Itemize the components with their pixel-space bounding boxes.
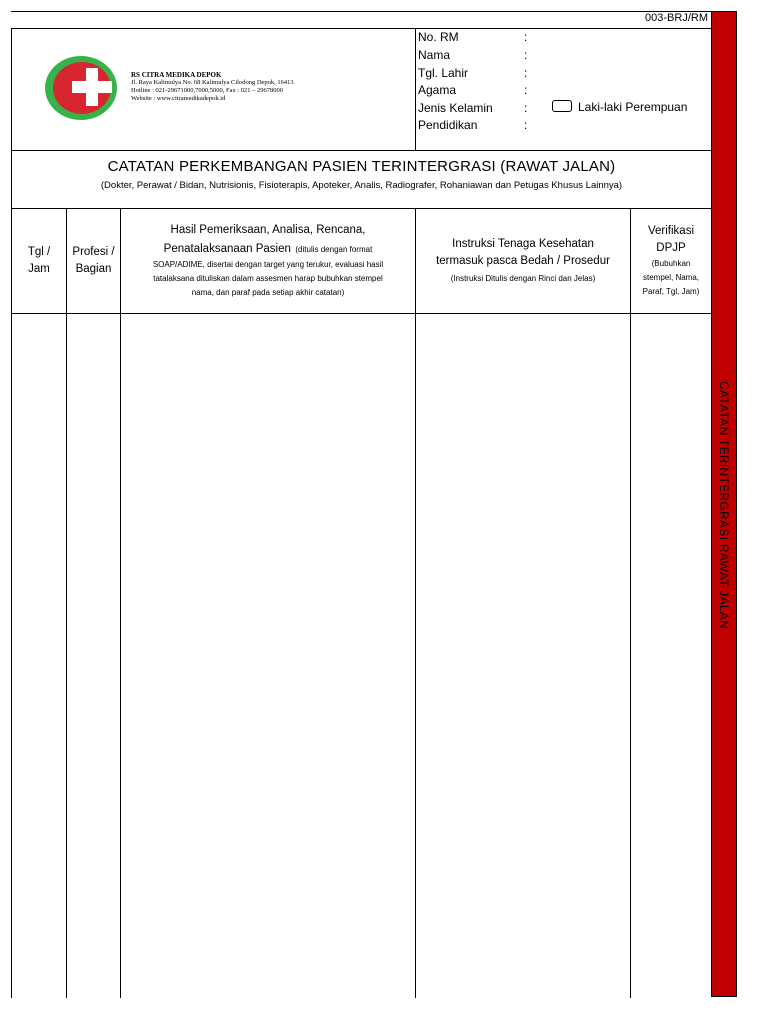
colon: : xyxy=(524,83,528,97)
field-nama: Nama xyxy=(418,48,451,62)
field-tgl-lahir: Tgl. Lahir xyxy=(418,66,469,80)
gender-checkbox[interactable] xyxy=(552,100,572,112)
field-no-rm: No. RM xyxy=(418,30,459,44)
col-header-tgl: Tgl / Jam xyxy=(27,246,51,275)
cross-icon-bar xyxy=(72,81,112,93)
header-divider xyxy=(11,150,711,151)
field-agama: Agama xyxy=(418,83,457,97)
col-divider-3 xyxy=(415,208,416,998)
hospital-hotline: Hotline : 021-29671000,7000,5000, Fax : 021 – 29678000 xyxy=(131,87,284,94)
colon: : xyxy=(524,30,528,44)
hospital-name: RS CITRA MEDIKA DEPOK xyxy=(131,71,222,79)
colon: : xyxy=(524,101,528,115)
field-jenis-kelamin: Jenis Kelamin xyxy=(418,101,493,115)
col-header-hasil: Hasil Pemeriksaan, Analisa, Rencana, Penatalaksanaan Pasien (ditulis dengan format SOAP/ADIME, disertai dengan target yang terukur, evaluasi hasil tatalaksana dituliskan dalam assesmen harap bubuhkan stempel nama, dan paraf pada setiap akhir catatan) xyxy=(152,224,384,297)
form-title: CATATAN PERKEMBANGAN PASIEN TERINTERGRASI (RAWAT JALAN) xyxy=(107,158,616,175)
col-divider-1 xyxy=(66,208,67,998)
code-row-divider xyxy=(11,28,711,29)
gender-options: Laki-laki Perempuan xyxy=(578,100,688,114)
form-code: 003-BRJ/RM xyxy=(645,12,708,24)
colon: : xyxy=(524,66,528,80)
side-label: CATATAN TERINTERGRASI RAWAT JALAN xyxy=(717,380,731,630)
table-header-divider xyxy=(11,313,711,314)
col-divider-2 xyxy=(120,208,121,998)
col-header-verifikasi: Verifikasi DPJP (Bubuhkan stempel, Nama, Paraf, Tgl, Jam) xyxy=(642,225,700,296)
col-header-profesi: Profesi / Bagian xyxy=(72,246,115,275)
col-divider-4 xyxy=(630,208,631,998)
frame-left xyxy=(11,28,12,998)
hospital-info xyxy=(131,71,294,103)
field-pendidikan: Pendidikan xyxy=(418,118,478,132)
colon: : xyxy=(524,48,528,62)
hospital-website: Website : www.citramedikadepok.id xyxy=(131,95,226,102)
colon: : xyxy=(524,118,528,132)
patient-info-divider xyxy=(415,28,416,150)
form-subtitle: (Dokter, Perawat / Bidan, Nutrisionis, Fisioterapis, Apoteker, Analis, Radiografer, Rohaniawan dan Petugas Khusus Lainnya) xyxy=(100,180,623,191)
hospital-address: Jl. Raya Kalimulya No. 68 Kalimulya Cilodong Depok, 16413 xyxy=(131,79,294,86)
col-header-instruksi: Instruksi Tenaga Kesehatan termasuk pasca Bedah / Prosedur (Instruksi Ditulis dengan Rinci dan Jelas) xyxy=(436,238,610,283)
